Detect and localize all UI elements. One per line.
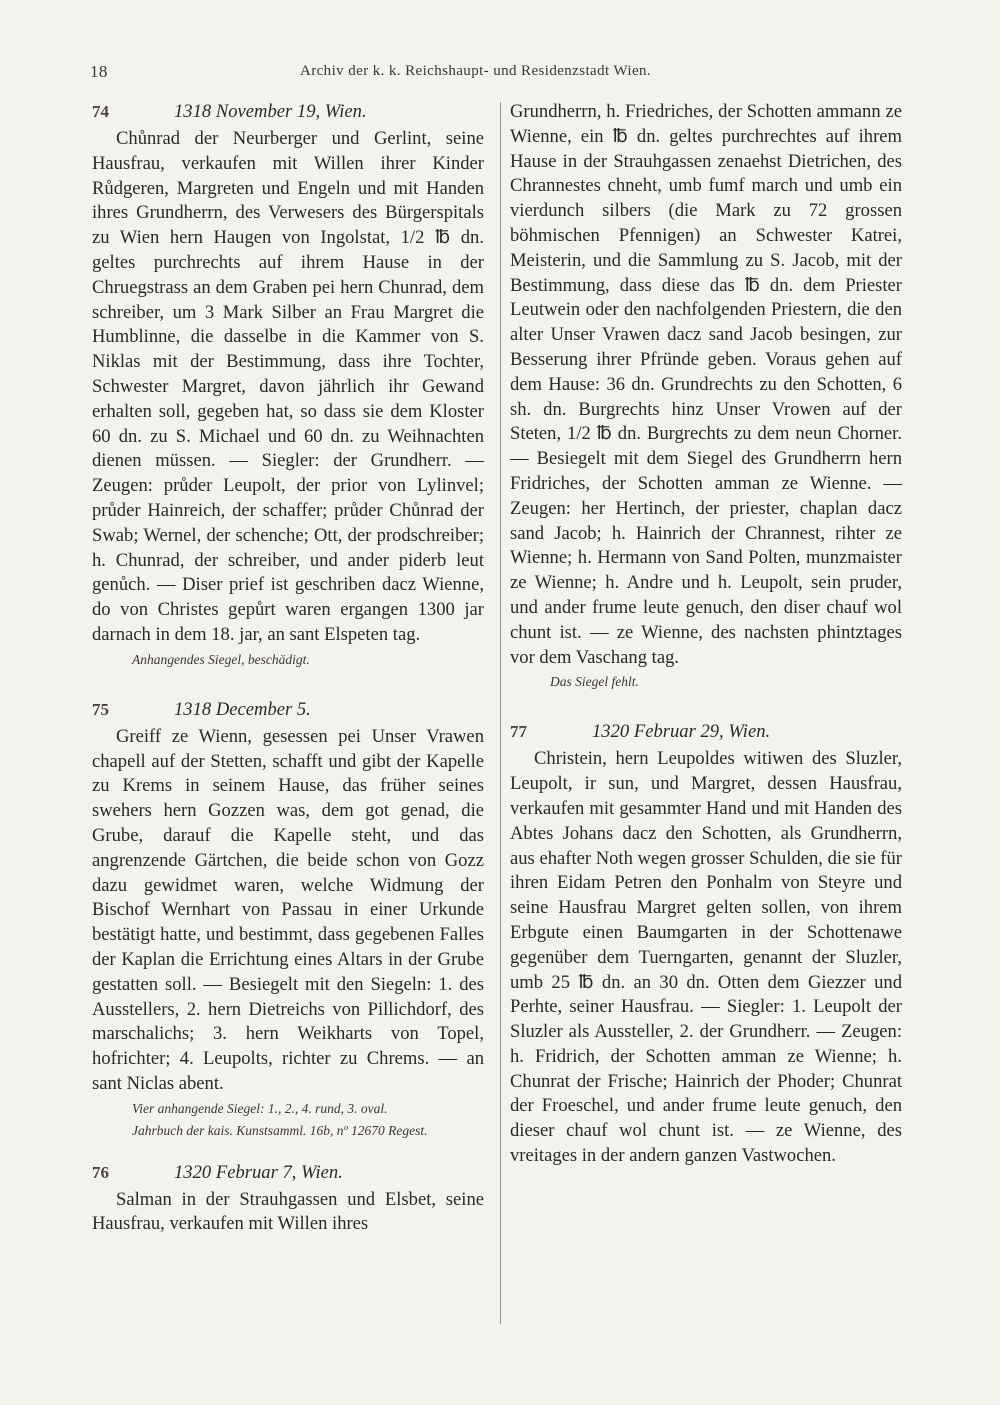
entry-number: 77 <box>510 722 527 742</box>
entry-text: Christein, hern Leupoldes witiwen des Sluzler, Leupolt, ir sun, und Margret, dessen Hausfrau, verkaufen mit gesammter Hand und mit Handen des Abtes Johans dacz den Schotten, als Grundherrn, aus ehafter Noth wegen grosser Schulden, die sie für ihren Eidam Petren den Ponhalm von Steyre und seine Hausfrau Margret gelten sollen, von ihrem Erbgute einen Baumgarten in der Schottenawe gegenüber dem Tuerngarten, genannt der Sluzler, umb 25 ℔ dn. an 30 dn. Otten dem Giezzer und Perhte, seiner Hausfrau. — Siegler: 1. Leupolt der Sluzler als Aussteller, 2. der Grundherr. — Zeugen: h. Fridrich, der Schotten amman ze Wienne; h. Chunrat der Frische; Hainrich der Phoder; Chunrat der Froeschel, und ander frume leute genuch, den dieser chauf wol chunt ist. — ze Wienne, des vreitages in der andern ganzen Vastwochen. <box>510 748 902 1167</box>
entry-date: 1318 December 5. <box>174 698 311 720</box>
entry-date: 1320 Februar 7, Wien. <box>174 1161 343 1183</box>
entry-text: Greiff ze Wienn, gesessen pei Unser Vrawen chapell auf der Stetten, schafft und gibt der Kapelle zu Krems in seinem Hause, das früher seines swehers hern Gozzen was, dem got genad, die Grube, darauf die Kapelle steht, und das angrenzende Gärtchen, die beide schon von Gozz dazu gewidmet waren, welche Widmung der Bischof Wernhart von Passau in einer Urkunde bestätigt hatte, und bestimmt, dass gegebenen Falles der Kaplan die Errichtung eines Altars in der Grube gestatten soll. — Besiegelt mit den Siegeln: 1. des Ausstellers, 2. hern Dietreichs von Pillichdorf, des marschalichs; 3. hern Weikharts von Topel, hofrichter; 4. Leupolts, richter zu Chrems. — an sant Niclas abent. <box>92 725 484 1094</box>
entry-heading <box>92 100 484 127</box>
entry-date: 1318 November 19, Wien. <box>174 101 367 122</box>
seal-note: Das Siegel fehlt. <box>550 674 639 690</box>
entry-text: Chůnrad der Neurberger und Gerlint, seine Hausfrau, verkaufen mit Willen ihrer Kinder Růdgeren, Margreten und Engeln und mit Handen ihres Grundherrn, des Verwesers des Bürgerspitals zu Wien hern Haugen von Ingolstat, 1/2 ℔ dn. geltes purchrechts auf ihrem Hause in der Chruegstrass an dem Graben pei hern Chunrad, dem schreiber, um 3 Mark Silber an Frau Margret die Humblinne, die dasselbe in die Kammer von S. Niklas mit der Bestimmung, dass ihre Tochter, Schwester Margret, davon jährlich ihr Gewand erhalten soll, gegeben hat, so dass sie dem Kloster 60 dn. zu S. Michael und 60 dn. zu Weihnachten dienen müssen. — Siegler: der Grundherr. — Zeugen: průder Leupolt, der prior von Lylinvel; průder Hainreich, der schaffer; průder Chůnrad der Swab; Wernel, der schenche; Ott, der prodschreiber; h. Chunrad, der schreiber, und ander piderb leut genůch. — Diser prief ist geschriben dacz Wienne, do von Christes gepůrt waren ergangen 1300 jar darnach in dem 18. jar, an sant Elspeten tag. <box>92 128 484 645</box>
entry-heading <box>92 1161 484 1188</box>
column-divider <box>500 102 501 1324</box>
page-number: 18 <box>90 62 108 81</box>
seal-note: Vier anhangende Siegel: 1., 2., 4. rund, 3. oval. <box>132 1100 388 1116</box>
entry-date: 1320 Februar 29, Wien. <box>592 721 771 743</box>
running-title: Archiv der k. k. Reichshaupt- und Residenzstadt Wien. <box>300 63 652 79</box>
entry-number: 75 <box>92 699 109 719</box>
entry-number: 74 <box>92 102 109 121</box>
entry-heading <box>510 720 902 747</box>
seal-note: Anhangendes Siegel, beschädigt. <box>132 651 310 667</box>
entry-heading <box>92 698 484 725</box>
entry-number: 76 <box>92 1162 109 1182</box>
entry-text-continued: Grundherrn, h. Friedriches, der Schotten ammann ze Wienne, ein ℔ dn. geltes purchrechtes auf ihrem Hause in der Strauhgassen zenaehst Dietrichen, des Chrannestes chneht, umb fumf march und umb ein vierdunch silbers (die Mark zu 72 grossen böhmischen Pfennigen) an Schwester Katrei, Meisterin, und die Sammlung zu S. Jacob, mit der Bestimmung, dass diese das ℔ dn. dem Priester Leutwein oder den nachfolgenden Priestern, die den alter Unser Vrawen dacz sand Jacob besingen, zur Besserung ihrer Pfründe geben. Voraus gehen auf dem Hause: 36 dn. Grundrechts zu den Schotten, 6 sh. dn. Burgrechts hinz Unser Vrowen auf der Steten, 1/2 ℔ dn. Burgrechts zu dem neun Chorner. — Besiegelt mit dem Siegel des Grundherrn hern Fridriches, der Schotten amman ze Wienne. — Zeugen: her Hertinch, der priester, chaplan dacz sand Jacob; h. Hainrich der Chrannest, rihter ze Wienne; h. Hermann von Sand Polten, munzmaister ze Wienne; h. Andre und h. Leupolt, sein pruder, und ander frume leute genuch, den diser chauf wol chunt ist. — ze Wienne, des nachsten phintztages vor dem Vaschang tag. <box>510 101 902 668</box>
entry-text: Salman in der Strauhgassen und Elsbet, seine Hausfrau, verkaufen mit Willen ihres <box>92 1188 484 1235</box>
right-column <box>510 100 902 1169</box>
reference-note: Jahrbuch der kais. Kunstsamml. 16b, nº 12670 Regest. <box>132 1122 428 1138</box>
left-column <box>92 100 484 1237</box>
page-header <box>90 62 890 84</box>
